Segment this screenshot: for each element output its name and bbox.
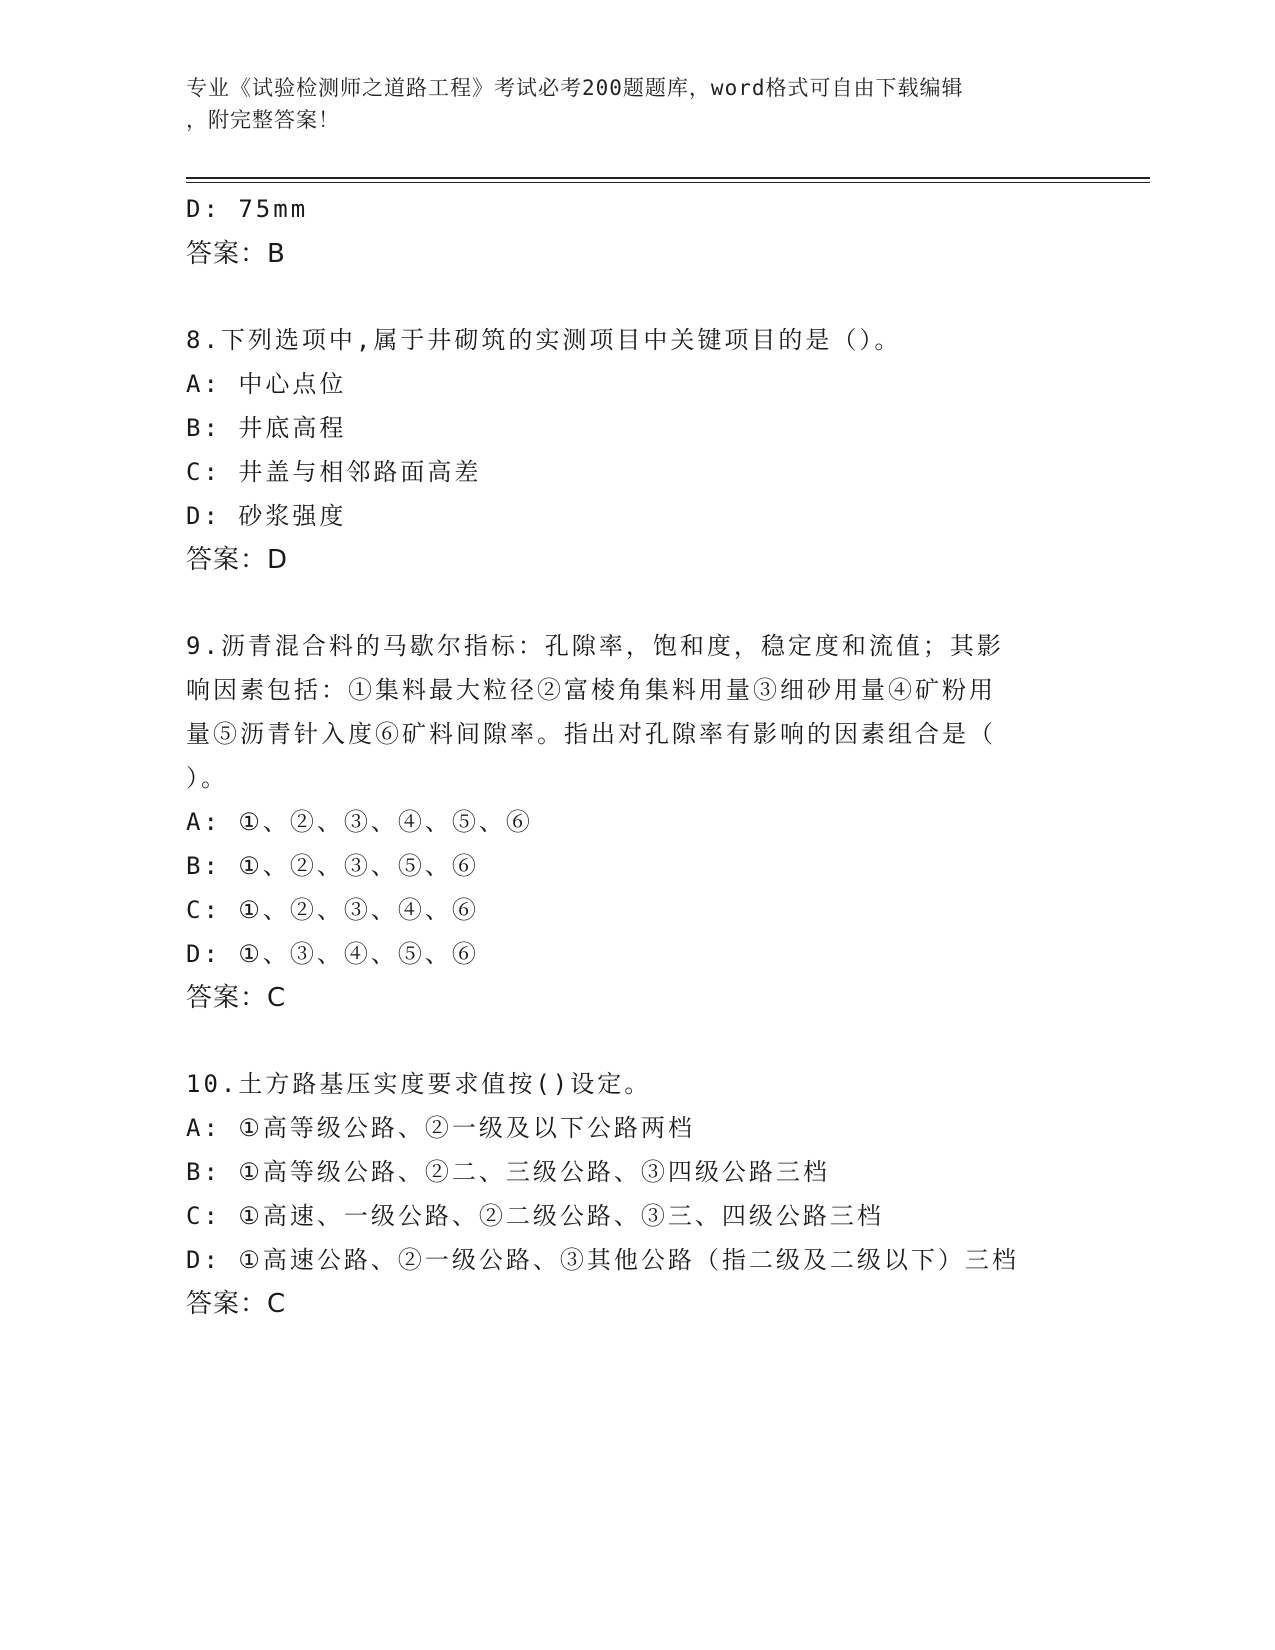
question-9-option-b: B: ①、②、③、⑤、⑥ [186, 852, 479, 880]
question-10-option-a: A: ①高等级公路、②一级及以下公路两档 [186, 1114, 695, 1142]
question-8-option-d: D: 砂浆强度 [186, 502, 347, 530]
header-divider-thin [186, 182, 1150, 183]
header-title-continuation: ，附完整答案！ [186, 108, 340, 132]
question-10-option-b: B: ①高等级公路、②二、三级公路、③四级公路三档 [186, 1158, 830, 1186]
question-9-option-d: D: ①、③、④、⑤、⑥ [186, 940, 479, 968]
question-9-stem-line-1: 9.沥青混合料的马歇尔指标：孔隙率，饱和度，稳定度和流值；其影 [186, 632, 1004, 660]
question-10-option-c: C: ①高速、一级公路、②二级公路、③三、四级公路三档 [186, 1202, 884, 1230]
question-10-option-d: D: ①高速公路、②一级公路、③其他公路（指二级及二级以下）三档 [186, 1246, 1019, 1274]
question-8-answer: 答案：D [186, 545, 289, 575]
question-10-stem: 10.土方路基压实度要求值按()设定。 [186, 1070, 652, 1098]
question-8-stem: 8.下列选项中,属于井砌筑的实测项目中关键项目的是（）。 [186, 326, 902, 354]
prev-question-answer: 答案：B [186, 239, 286, 269]
question-8-option-c: C: 井盖与相邻路面高差 [186, 458, 482, 486]
question-8-option-b: B: 井底高程 [186, 414, 347, 442]
prev-question-option-d: D: 75mm [186, 195, 309, 223]
question-9-stem-line-4: ）。 [186, 764, 228, 792]
question-9-answer: 答案：C [186, 983, 287, 1013]
question-10-answer: 答案：C [186, 1289, 287, 1319]
question-9-stem-line-3: 量⑤沥青针入度⑥矿料间隙率。指出对孔隙率有影响的因素组合是（ [186, 720, 996, 748]
document-header [186, 72, 1066, 136]
header-divider-thick [186, 177, 1150, 179]
question-9-option-a: A: ①、②、③、④、⑤、⑥ [186, 808, 533, 836]
question-8-option-a: A: 中心点位 [186, 370, 347, 398]
header-title-line: 专业《试验检测师之道路工程》考试必考200题题库，word格式可自由下载编辑 [186, 76, 964, 100]
question-9-stem-line-2: 响因素包括：①集料最大粒径②富棱角集料用量③细砂用量④矿粉用 [186, 676, 996, 704]
question-9-option-c: C: ①、②、③、④、⑥ [186, 896, 479, 924]
